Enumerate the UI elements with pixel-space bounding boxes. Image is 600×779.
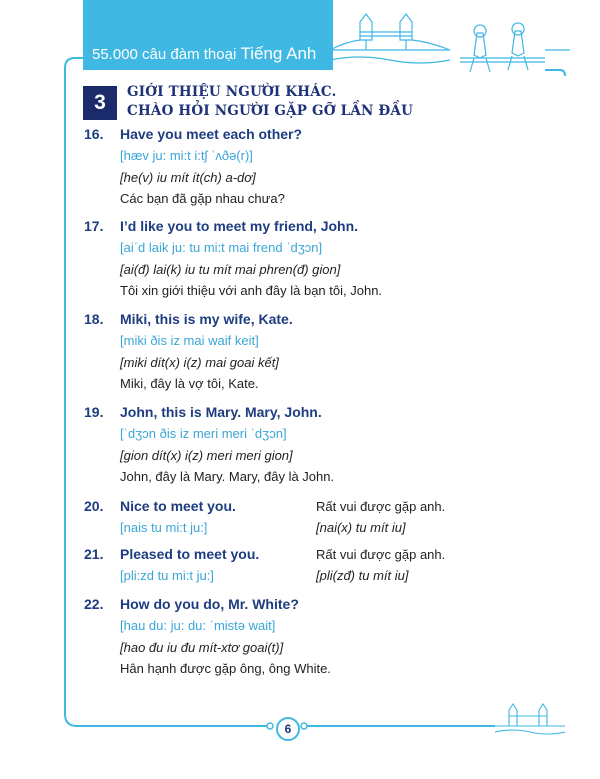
- english-phrase: Pleased to meet you.: [120, 546, 260, 562]
- english-phrase: I’d like you to meet my friend, John.: [120, 218, 359, 234]
- ipa-transcription: [miki ðis iz mai waif keit]: [120, 333, 259, 348]
- item-number: 18.: [84, 311, 104, 327]
- vietnamese-translation: Tôi xin giới thiệu với anh đây là bạn tôi, John.: [120, 283, 383, 298]
- english-phrase: Nice to meet you.: [120, 498, 236, 514]
- footer-bridge-illustration: [495, 700, 565, 740]
- section-title-line2: CHÀO HỎI NGƯỜI GẶP GỠ LẦN ĐẦU: [127, 103, 414, 119]
- page-number: 6: [276, 717, 300, 741]
- item-number: 22.: [84, 596, 104, 612]
- english-phrase: Have you meet each other?: [120, 126, 303, 142]
- ipa-transcription: [nais tu mi:t ju:]: [120, 520, 208, 535]
- vietnamese-pronunciation: [miki dít(x) i(z) mai goai kết]: [120, 355, 279, 370]
- ipa-transcription: [hæv ju: mi:t i:tʃ ˈʌðə(r)]: [120, 148, 253, 163]
- vietnamese-pronunciation: [gion dít(x) i(z) meri meri gion]: [120, 448, 293, 463]
- english-phrase: Miki, this is my wife, Kate.: [120, 311, 293, 327]
- section-title-line1: GIỚI THIỆU NGƯỜI KHÁC.: [127, 84, 337, 100]
- section-number-badge: 3: [83, 86, 117, 120]
- item-number: 19.: [84, 404, 104, 420]
- ipa-transcription: [aiˈd laik ju: tu mi:t mai frend ˈdʒɔn]: [120, 240, 323, 255]
- vietnamese-pronunciation: [pli(zđ) tu mít iu]: [316, 568, 409, 583]
- item-number: 21.: [84, 546, 104, 562]
- ipa-transcription: [hau du: ju: du: ˈmistə wait]: [120, 618, 276, 633]
- item-number: 20.: [84, 498, 104, 514]
- item-number: 17.: [84, 218, 104, 234]
- vietnamese-pronunciation: [hao đu iu đu mít-xtơ goai(t)]: [120, 640, 284, 655]
- vietnamese-translation: Miki, đây là vợ tôi, Kate.: [120, 376, 259, 391]
- item-number: 16.: [84, 126, 104, 142]
- vietnamese-pronunciation: [he(v) iu mít ít(ch) a-dơ]: [120, 170, 256, 185]
- english-phrase: How do you do, Mr. White?: [120, 596, 299, 612]
- vietnamese-translation: Rất vui được gặp anh.: [316, 499, 446, 514]
- section-title: [127, 83, 413, 121]
- ipa-transcription: [ˈdʒɔn ðis iz meri meri ˈdʒɔn]: [120, 426, 287, 441]
- header-title-emphasis: Tiếng Anh: [240, 44, 317, 63]
- vietnamese-pronunciation: [ai(đ) lai(k) iu tu mít mai phren(đ) gion]: [120, 262, 341, 277]
- tower-bridge-illustration: [330, 10, 570, 85]
- vietnamese-translation: Rất vui được gặp anh.: [316, 547, 446, 562]
- vietnamese-pronunciation: [nai(x) tu mít iu]: [316, 520, 406, 535]
- vietnamese-translation: John, đây là Mary. Mary, đây là John.: [120, 469, 335, 484]
- vietnamese-translation: Các bạn đã gặp nhau chưa?: [120, 191, 285, 206]
- header-title: [92, 44, 316, 64]
- ipa-transcription: [pli:zd tu mi:t ju:]: [120, 568, 214, 583]
- english-phrase: John, this is Mary. Mary, John.: [120, 404, 322, 420]
- vietnamese-translation: Hân hạnh được gặp ông, ông White.: [120, 661, 331, 676]
- header-title-prefix: 55.000 câu đàm thoại: [92, 46, 237, 63]
